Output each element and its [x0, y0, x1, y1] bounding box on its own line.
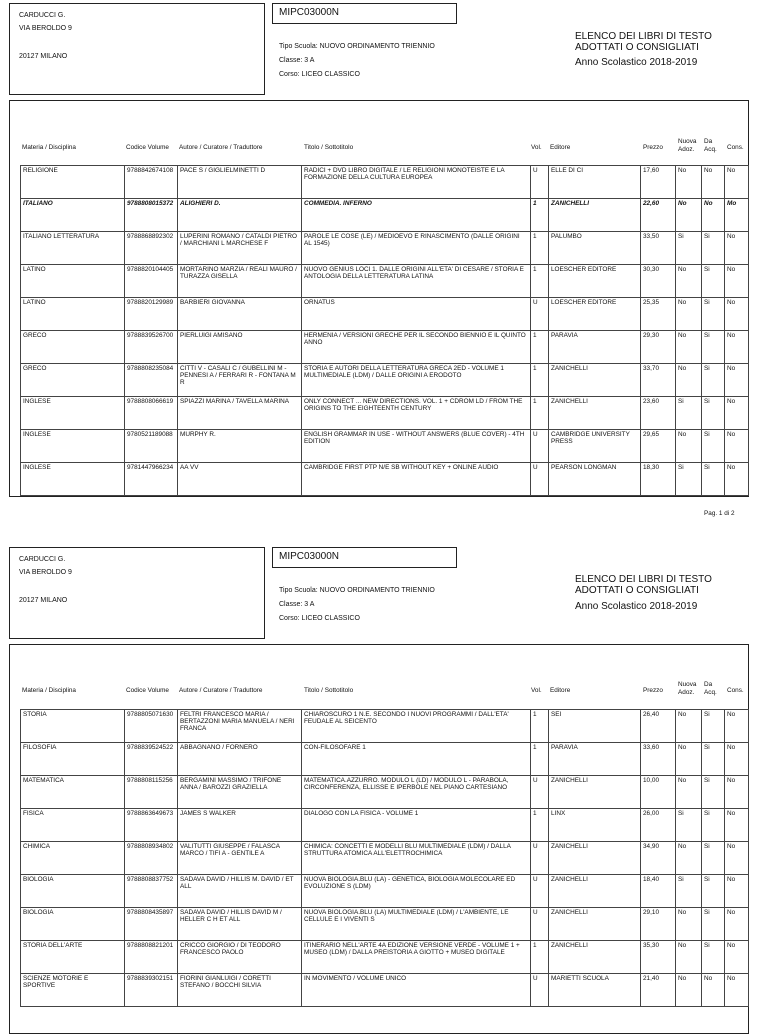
cell-autore: FIORINI GIANLUIGI / CORETTI STEFANO / BOCCHI SILVIA: [178, 974, 302, 1007]
col-header-cons: Cons.: [727, 144, 744, 151]
col-header-materia: Materia / Disciplina: [22, 144, 76, 151]
cell-cons: No: [725, 809, 749, 842]
cell-da: Si: [702, 463, 725, 496]
cell-editore: PARAVIA: [549, 743, 641, 776]
cell-titolo: ONLY CONNECT ... NEW DIRECTIONS. VOL. 1 + CDROM LD / FROM THE ORIGINS TO THE EIGHTEENTH CENTURY: [302, 397, 531, 430]
cell-cons: No: [725, 842, 749, 875]
cell-autore: ABBAGNANO / FORNERO: [178, 743, 302, 776]
cell-prezzo: 33,50: [641, 232, 676, 265]
cell-autore: CITTI V - CASALI C / GUBELLINI M - PENNESI A / FERRARI R - FONTANA M R: [178, 364, 302, 397]
cell-cons: No: [725, 875, 749, 908]
cell-da: No: [702, 166, 725, 199]
cell-editore: CAMBRIDGE UNIVERSITY PRESS: [549, 430, 641, 463]
cell-titolo: CHIMICA: CONCETTI E MODELLI BLU MULTIMEDIALE (LDM) / DALLA STRUTTURA ATOMICA ALL'ELETTROCHIMICA: [302, 842, 531, 875]
cell-vol: U: [531, 875, 549, 908]
col-header-prezzo: Prezzo: [643, 144, 663, 151]
cell-codice: 9788808235084: [125, 364, 178, 397]
cell-vol: U: [531, 430, 549, 463]
table-row: [21, 166, 749, 199]
cell-da: Si: [702, 331, 725, 364]
doc-title-line1: ELENCO DEI LIBRI DI TESTO: [575, 574, 712, 585]
cell-titolo: DIALOGO CON LA FISICA - VOLUME 1: [302, 809, 531, 842]
cell-da: Si: [702, 298, 725, 331]
col-header-autore: Autore / Curatore / Traduttore: [179, 144, 263, 151]
cell-da: Si: [702, 265, 725, 298]
class-label: Classe: 3 A: [279, 601, 315, 608]
cell-codice: 9788808821201: [125, 941, 178, 974]
cell-prezzo: 29,65: [641, 430, 676, 463]
cell-titolo: PAROLE LE COSE (LE) / MEDIOEVO E RINASCIMENTO (DALLE ORIGINI AL 1545): [302, 232, 531, 265]
cell-nuova: No: [676, 166, 702, 199]
school-year: Anno Scolastico 2018-2019: [575, 57, 698, 68]
cell-vol: 1: [531, 743, 549, 776]
cell-materia: GRECO: [21, 331, 125, 364]
cell-nuova: No: [676, 331, 702, 364]
table-row: [21, 265, 749, 298]
table-row: [21, 331, 749, 364]
cell-nuova: No: [676, 776, 702, 809]
cell-materia: FISICA: [21, 809, 125, 842]
col-header-autore: Autore / Curatore / Traduttore: [179, 687, 263, 694]
table-row: [21, 743, 749, 776]
cell-codice: 9788863649673: [125, 809, 178, 842]
cell-da: Si: [702, 941, 725, 974]
cell-autore: BARBIERI GIOVANNA: [178, 298, 302, 331]
school-type: Tipo Scuola: NUOVO ORDINAMENTO TRIENNIO: [279, 587, 435, 594]
cell-codice: 9788839526700: [125, 331, 178, 364]
cell-nuova: No: [676, 743, 702, 776]
cell-vol: 1: [531, 710, 549, 743]
cell-nuova: No: [676, 298, 702, 331]
cell-da: Si: [702, 743, 725, 776]
books-table-page2: [20, 709, 749, 1007]
cell-materia: MATEMATICA: [21, 776, 125, 809]
cell-editore: PEARSON LONGMAN: [549, 463, 641, 496]
table-row: [21, 199, 749, 232]
page-number: Pag. 1 di 2: [704, 510, 735, 517]
cell-nuova: No: [676, 710, 702, 743]
cell-vol: U: [531, 908, 549, 941]
cell-codice: 9788820129989: [125, 298, 178, 331]
table-row: [21, 974, 749, 1007]
course-label: Corso: LICEO CLASSICO: [279, 71, 360, 78]
cell-prezzo: 26,00: [641, 809, 676, 842]
col-header-da: Da Acq.: [704, 681, 717, 696]
school-code: MIPC03000N: [272, 3, 457, 24]
cell-vol: 1: [531, 331, 549, 364]
cell-vol: 1: [531, 809, 549, 842]
cell-prezzo: 17,60: [641, 166, 676, 199]
cell-codice: 9788868892302: [125, 232, 178, 265]
cell-editore: ZANICHELLI: [549, 875, 641, 908]
cell-codice: 9788820104405: [125, 265, 178, 298]
cell-nuova: Si: [676, 463, 702, 496]
cell-nuova: Si: [676, 809, 702, 842]
cell-prezzo: 26,40: [641, 710, 676, 743]
cell-prezzo: 29,30: [641, 331, 676, 364]
cell-codice: 9780521189088: [125, 430, 178, 463]
cell-materia: FILOSOFIA: [21, 743, 125, 776]
col-header-editore: Editore: [550, 144, 571, 151]
school-city: 20127 MILANO: [19, 53, 68, 60]
school-name: CARDUCCI G.: [19, 556, 66, 563]
cell-materia: ITALIANO: [21, 199, 125, 232]
cell-codice: 9788808115256: [125, 776, 178, 809]
cell-nuova: No: [676, 265, 702, 298]
cell-codice: 9788808435897: [125, 908, 178, 941]
cell-editore: ZANICHELLI: [549, 199, 641, 232]
table-row: [21, 875, 749, 908]
cell-da: No: [702, 199, 725, 232]
cell-vol: U: [531, 974, 549, 1007]
cell-cons: No: [725, 232, 749, 265]
cell-codice: 9788808066619: [125, 397, 178, 430]
school-street: VIA BEROLDO 9: [19, 569, 72, 576]
cell-cons: No: [725, 331, 749, 364]
cell-vol: U: [531, 298, 549, 331]
cell-da: Si: [702, 809, 725, 842]
cell-nuova: No: [676, 941, 702, 974]
cell-nuova: No: [676, 430, 702, 463]
school-year: Anno Scolastico 2018-2019: [575, 601, 698, 612]
cell-editore: MARIETTI SCUOLA: [549, 974, 641, 1007]
table-body: [21, 166, 749, 496]
cell-materia: LATINO: [21, 298, 125, 331]
cell-da: No: [702, 974, 725, 1007]
cell-materia: STORIA DELL'ARTE: [21, 941, 125, 974]
cell-cons: No: [725, 265, 749, 298]
page-2: [0, 544, 768, 1024]
cell-codice: 9788808837752: [125, 875, 178, 908]
cell-titolo: ENGLISH GRAMMAR IN USE - WITHOUT ANSWERS (BLUE COVER) - 4TH EDITION: [302, 430, 531, 463]
cell-autore: LUPERINI ROMANO / CATALDI PIETRO / MARCHIANI L MARCHESE F: [178, 232, 302, 265]
cell-codice: 9788839524522: [125, 743, 178, 776]
table-row: [21, 842, 749, 875]
table-row: [21, 232, 749, 265]
cell-autore: SADAVA DAVID / HILLIS DAVID M / HELLER C H ET ALL: [178, 908, 302, 941]
cell-materia: BIOLOGIA: [21, 875, 125, 908]
cell-cons: No: [725, 463, 749, 496]
cell-materia: RELIGIONE: [21, 166, 125, 199]
cell-prezzo: 21,40: [641, 974, 676, 1007]
cell-da: Si: [702, 842, 725, 875]
school-name: CARDUCCI G.: [19, 12, 66, 19]
cell-prezzo: 30,30: [641, 265, 676, 298]
cell-codice: 9788808934802: [125, 842, 178, 875]
cell-nuova: No: [676, 974, 702, 1007]
table-row: [21, 809, 749, 842]
cell-editore: ZANICHELLI: [549, 842, 641, 875]
cell-autore: SPIAZZI MARINA / TAVELLA MARINA: [178, 397, 302, 430]
col-header-prezzo: Prezzo: [643, 687, 663, 694]
books-table-page1: [20, 165, 749, 496]
col-header-titolo: Titolo / Sottotitolo: [304, 144, 354, 151]
cell-cons: No: [725, 908, 749, 941]
cell-da: Si: [702, 397, 725, 430]
cell-materia: ITALIANO LETTERATURA: [21, 232, 125, 265]
cell-editore: ZANICHELLI: [549, 397, 641, 430]
table-row: [21, 776, 749, 809]
table-row: [21, 397, 749, 430]
cell-codice: 9781447966234: [125, 463, 178, 496]
cell-materia: SCIENZE MOTORIE E SPORTIVE: [21, 974, 125, 1007]
cell-autore: VALITUTTI GIUSEPPE / FALASCA MARCO / TIFI A - GENTILE A: [178, 842, 302, 875]
doc-title-line2: ADOTTATI O CONSIGLIATI: [575, 42, 699, 53]
cell-titolo: RADICI + DVD LIBRO DIGITALE / LE RELIGIONI MONOTEISTE E LA FORMAZIONE DELLA CULTURA EUROPEA: [302, 166, 531, 199]
doc-title-line2: ADOTTATI O CONSIGLIATI: [575, 585, 699, 596]
cell-editore: PARAVIA: [549, 331, 641, 364]
col-header-nuova: Nuova Adoz.: [678, 681, 697, 696]
cell-da: Si: [702, 710, 725, 743]
doc-title-line1: ELENCO DEI LIBRI DI TESTO: [575, 31, 712, 42]
cell-cons: No: [725, 430, 749, 463]
cell-prezzo: 33,60: [641, 743, 676, 776]
cell-autore: AA VV: [178, 463, 302, 496]
cell-autore: JAMES S WALKER: [178, 809, 302, 842]
cell-nuova: No: [676, 199, 702, 232]
cell-editore: ZANICHELLI: [549, 776, 641, 809]
cell-nuova: Si: [676, 397, 702, 430]
cell-autore: CRICCO GIORGIO / DI TEODORO FRANCESCO PAOLO: [178, 941, 302, 974]
cell-da: Si: [702, 364, 725, 397]
cell-editore: ZANICHELLI: [549, 908, 641, 941]
cell-prezzo: 10,00: [641, 776, 676, 809]
col-header-titolo: Titolo / Sottotitolo: [304, 687, 354, 694]
cell-titolo: IN MOVIMENTO / VOLUME UNICO: [302, 974, 531, 1007]
cell-vol: U: [531, 776, 549, 809]
cell-codice: 9788842674108: [125, 166, 178, 199]
cell-titolo: NUOVA BIOLOGIA.BLU (LA) - GENETICA, BIOLOGIA MOLECOLARE ED EVOLUZIONE S (LDM): [302, 875, 531, 908]
cell-vol: 1: [531, 397, 549, 430]
cell-materia: BIOLOGIA: [21, 908, 125, 941]
table-row: [21, 908, 749, 941]
cell-nuova: No: [676, 842, 702, 875]
cell-vol: 1: [531, 232, 549, 265]
cell-vol: U: [531, 166, 549, 199]
table-row: [21, 298, 749, 331]
col-header-vol: Vol.: [531, 144, 542, 151]
cell-editore: LOESCHER EDITORE: [549, 298, 641, 331]
school-code: MIPC03000N: [272, 547, 457, 568]
cell-materia: INGLESE: [21, 463, 125, 496]
cell-cons: No: [725, 710, 749, 743]
cell-nuova: No: [676, 364, 702, 397]
cell-cons: No: [725, 298, 749, 331]
col-header-codice: Codice Volume: [126, 144, 169, 151]
cell-titolo: HERMENIA / VERSIONI GRECHE PER IL SECONDO BIENNIO E IL QUINTO ANNO: [302, 331, 531, 364]
cell-da: Si: [702, 776, 725, 809]
cell-cons: Mo: [725, 199, 749, 232]
cell-titolo: NUOVA BIOLOGIA.BLU (LA) MULTIMEDIALE (LDM) / L'AMBIENTE, LE CELLULE E I VIVENTI S: [302, 908, 531, 941]
cell-materia: CHIMICA: [21, 842, 125, 875]
col-header-vol: Vol.: [531, 687, 542, 694]
cell-titolo: CAMBRIDGE FIRST PTP N/E SB WITHOUT KEY + ONLINE AUDIO: [302, 463, 531, 496]
cell-codice: 9788808015372: [125, 199, 178, 232]
cell-prezzo: 18,40: [641, 875, 676, 908]
cell-cons: No: [725, 941, 749, 974]
cell-prezzo: 29,10: [641, 908, 676, 941]
cell-editore: ZANICHELLI: [549, 364, 641, 397]
cell-titolo: ORNATUS: [302, 298, 531, 331]
cell-materia: LATINO: [21, 265, 125, 298]
cell-titolo: STORIA E AUTORI DELLA LETTERATURA GRECA 2ED - VOLUME 1 MULTIMEDIALE (LDM) / DALLE ORIGINI A ERODOTO: [302, 364, 531, 397]
cell-autore: FELTRI FRANCESCO MARIA / BERTAZZONI MARIA MANUELA / NERI FRANCA: [178, 710, 302, 743]
cell-vol: U: [531, 842, 549, 875]
cell-autore: SADAVA DAVID / HILLIS M. DAVID / ET ALL: [178, 875, 302, 908]
col-header-materia: Materia / Disciplina: [22, 687, 76, 694]
cell-vol: 1: [531, 364, 549, 397]
cell-materia: GRECO: [21, 364, 125, 397]
table-row: [21, 941, 749, 974]
col-header-nuova: Nuova Adoz.: [678, 138, 697, 153]
col-header-editore: Editore: [550, 687, 571, 694]
cell-prezzo: 18,30: [641, 463, 676, 496]
cell-editore: PALUMBO: [549, 232, 641, 265]
cell-da: Si: [702, 430, 725, 463]
cell-cons: No: [725, 776, 749, 809]
cell-editore: ELLE DI CI: [549, 166, 641, 199]
cell-titolo: COMMEDIA. INFERNO: [302, 199, 531, 232]
cell-da: Si: [702, 875, 725, 908]
cell-autore: PACE S / GIGLIELMINETTI D: [178, 166, 302, 199]
cell-autore: BERGAMINI MASSIMO / TRIFONE ANNA / BAROZZI GRAZIELLA: [178, 776, 302, 809]
cell-materia: INGLESE: [21, 397, 125, 430]
school-street: VIA BEROLDO 9: [19, 25, 72, 32]
cell-autore: ALIGHIERI D.: [178, 199, 302, 232]
col-header-codice: Codice Volume: [126, 687, 169, 694]
cell-cons: No: [725, 743, 749, 776]
cell-prezzo: 22,60: [641, 199, 676, 232]
cell-editore: LOESCHER EDITORE: [549, 265, 641, 298]
cell-prezzo: 34,90: [641, 842, 676, 875]
cell-titolo: MATEMATICA.AZZURRO. MODULO L (LD) / MODULO L - PARABOLA, CIRCONFERENZA, ELLISSE E IPERBOLE NEL PIANO CARTESIANO: [302, 776, 531, 809]
cell-materia: INGLESE: [21, 430, 125, 463]
table-row: [21, 463, 749, 496]
cell-titolo: CON-FILOSOFARE 1: [302, 743, 531, 776]
class-label: Classe: 3 A: [279, 57, 315, 64]
cell-vol: U: [531, 463, 549, 496]
table-row: [21, 430, 749, 463]
cell-titolo: CHIAROSCURO 1 N.E. SECONDO I NUOVI PROGRAMMI / DALL'ETA' FEUDALE AL SEICENTO: [302, 710, 531, 743]
cell-prezzo: 25,35: [641, 298, 676, 331]
cell-cons: No: [725, 974, 749, 1007]
cell-codice: 9788805071630: [125, 710, 178, 743]
cell-codice: 9788839302151: [125, 974, 178, 1007]
cell-cons: No: [725, 364, 749, 397]
cell-autore: PIERLUIGI AMISANO: [178, 331, 302, 364]
table-body: [21, 710, 749, 1007]
course-label: Corso: LICEO CLASSICO: [279, 615, 360, 622]
cell-nuova: Si: [676, 875, 702, 908]
school-type: Tipo Scuola: NUOVO ORDINAMENTO TRIENNIO: [279, 43, 435, 50]
cell-prezzo: 33,70: [641, 364, 676, 397]
cell-nuova: No: [676, 908, 702, 941]
cell-vol: 1: [531, 941, 549, 974]
cell-nuova: Si: [676, 232, 702, 265]
cell-prezzo: 35,30: [641, 941, 676, 974]
table-row: [21, 710, 749, 743]
cell-titolo: ITINERARIO NELL'ARTE 4A EDIZIONE VERSIONE VERDE - VOLUME 1 + MUSEO (LDM) / DALLA PREISTORIA A GIOTTO + MUSEO DIGITALE: [302, 941, 531, 974]
cell-titolo: NUOVO GENIUS LOCI 1. DALLE ORIGINI ALL'ETA' DI CESARE / STORIA E ANTOLOGIA DELLA LETTERATURA LATINA: [302, 265, 531, 298]
cell-editore: ZANICHELLI: [549, 941, 641, 974]
cell-materia: STORIA: [21, 710, 125, 743]
cell-vol: 1: [531, 199, 549, 232]
cell-editore: LINX: [549, 809, 641, 842]
cell-da: Si: [702, 908, 725, 941]
cell-da: Si: [702, 232, 725, 265]
school-city: 20127 MILANO: [19, 597, 68, 604]
cell-cons: No: [725, 166, 749, 199]
col-header-da: Da Acq.: [704, 138, 717, 153]
cell-autore: MURPHY R.: [178, 430, 302, 463]
cell-prezzo: 23,60: [641, 397, 676, 430]
table-row: [21, 364, 749, 397]
cell-editore: SEI: [549, 710, 641, 743]
cell-vol: 1: [531, 265, 549, 298]
col-header-cons: Cons.: [727, 687, 744, 694]
cell-cons: No: [725, 397, 749, 430]
cell-autore: MORTARINO MARZIA / REALI MAURO / TURAZZA GISELLA: [178, 265, 302, 298]
